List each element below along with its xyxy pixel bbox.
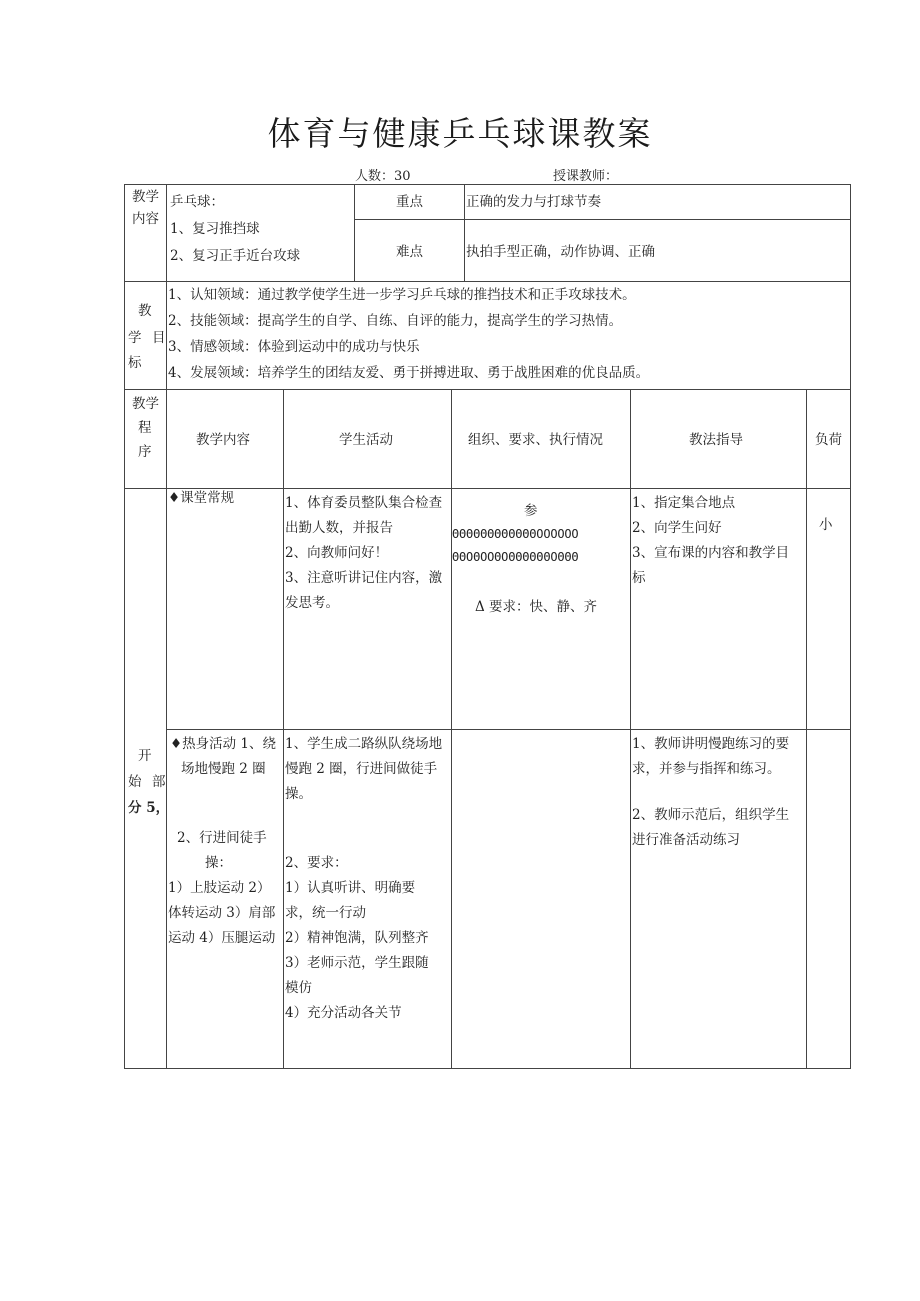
goal-item: 4、发展领域：培养学生的团结友爱、勇于拼搏进取、勇于战胜困难的优良品质。	[168, 365, 650, 381]
formation-row: ΘΘOΘOOΘOΘΘΘΘΘΘOΘΘΘ	[452, 550, 579, 564]
row1-org-symbol: 参	[524, 503, 538, 519]
column-header: 教法指导	[689, 432, 743, 448]
row2-student-line: 慢跑 2 圈，行进间做徒手	[285, 761, 438, 777]
row1-method-line: 1、指定集合地点	[632, 495, 736, 511]
row2-content-line: 操：	[205, 855, 232, 871]
grid-line	[354, 219, 851, 220]
grid-line	[166, 389, 167, 1068]
row2-student-line: 求，统一行动	[285, 905, 366, 921]
row2-content-line: 场地慢跑 2 圈	[181, 761, 266, 777]
goal-item: 3、情感领域：体验到运动中的成功与快乐	[168, 339, 420, 355]
teacher-label: 授课教师：	[553, 169, 619, 184]
goal-item: 1、认知领域：通过教学使学生进一步学习乒乓球的推挡技术和正手攻球技术。	[168, 287, 636, 303]
row1-student-line: 3、注意听讲记住内容，激	[285, 570, 443, 586]
row2-student-line: 操。	[285, 786, 312, 802]
row1-load: 小	[819, 517, 833, 533]
goal-item: 2、技能领域：提高学生的自学、自练、自评的能力，提高学生的学习热情。	[168, 313, 623, 329]
goals-label-char: 目	[152, 330, 166, 346]
grid-line	[166, 184, 167, 281]
column-header: 负荷	[815, 432, 842, 448]
key-point-label: 重点	[396, 194, 423, 210]
content-item: 乒乓球：	[170, 194, 224, 210]
row2-content-line: 体转运动 3）肩部	[168, 905, 276, 921]
goals-label-char: 教	[138, 303, 152, 319]
grid-line	[850, 184, 851, 1069]
row1-student-line: 发思考。	[285, 595, 339, 611]
column-header: 学生活动	[339, 432, 393, 448]
row2-content-line: 运动 4）压腿运动	[168, 930, 276, 946]
goals-label-char: 学	[128, 330, 142, 346]
row2-content-line: 1）上肢运动 2）	[168, 880, 271, 896]
row1-method-line: 标	[632, 570, 646, 586]
grid-line	[124, 184, 125, 1069]
row1-content: ♦课堂常规	[168, 490, 235, 506]
grid-line	[124, 389, 851, 390]
grid-line	[630, 389, 631, 1068]
section-label-char: 分 5，	[128, 800, 170, 816]
page-title: 体育与健康乒乓球课教案	[267, 114, 653, 153]
content-label-line1: 教学	[132, 189, 159, 205]
grid-line	[166, 729, 851, 730]
row1-method-line: 2、向学生问好	[632, 520, 722, 536]
row2-content-line: 2、行进间徒手	[177, 830, 267, 846]
row2-content-line: ♦热身活动 1、绕	[170, 736, 276, 752]
row2-student-line: 3）老师示范，学生跟随	[285, 955, 429, 971]
row2-method-line: 求，并参与指挥和练习。	[632, 761, 781, 777]
section-label-char: 始	[128, 774, 142, 790]
procedure-label: 教学	[132, 396, 159, 412]
grid-line	[124, 1068, 851, 1069]
row1-student-line: 出勤人数，并报告	[285, 520, 393, 536]
grid-line	[283, 389, 284, 1068]
row2-method-line: 进行准备活动练习	[632, 832, 740, 848]
row1-method-line: 3、宣布课的内容和教学目	[632, 545, 790, 561]
key-point-value: 正确的发力与打球节奏	[466, 194, 601, 210]
row2-student-line: 1、学生成二路纵队绕场地	[285, 736, 443, 752]
goals-label-char: 标	[128, 355, 142, 371]
difficulty-value: 执拍手型正确，动作协调、正确	[466, 244, 655, 260]
column-header: 组织、要求、执行情况	[468, 432, 603, 448]
row2-student-line: 2）精神饱满，队列整齐	[285, 930, 429, 946]
section-label-char: 部	[152, 774, 166, 790]
content-label-line2: 内容	[132, 211, 159, 227]
grid-line	[124, 184, 851, 185]
grid-line	[806, 389, 807, 1068]
row2-student-line: 模仿	[285, 980, 312, 996]
row1-student-line: 1、体育委员整队集合检查	[285, 495, 443, 511]
procedure-label: 程	[138, 420, 152, 436]
row2-student-line: 4）充分活动各关节	[285, 1005, 402, 1021]
column-header: 教学内容	[196, 432, 250, 448]
grid-line	[451, 389, 452, 1068]
difficulty-label: 难点	[396, 244, 423, 260]
row1-student-line: 2、向教师问好！	[285, 545, 389, 561]
grid-line	[124, 281, 851, 282]
row2-method-line: 2、教师示范后，组织学生	[632, 807, 790, 823]
row2-student-line: 2、要求：	[285, 855, 348, 871]
formation-row: ΘΘΘΘΘΘΘΘΘΘΘΘOOOOOO	[452, 527, 579, 541]
section-label-char: 开	[138, 748, 152, 764]
row2-method-line: 1、教师讲明慢跑练习的要	[632, 736, 790, 752]
content-item: 2、复习正手近台攻球	[170, 248, 301, 264]
grid-line	[166, 281, 167, 389]
grid-line	[464, 184, 465, 281]
procedure-label: 序	[138, 444, 152, 460]
student-count: 人数：30	[355, 169, 411, 184]
content-item: 1、复习推挡球	[170, 221, 260, 237]
row2-student-line: 1）认真听讲、明确要	[285, 880, 416, 896]
row1-org-requirement: Δ 要求：快、静、齐	[475, 599, 598, 615]
grid-line	[354, 184, 355, 281]
